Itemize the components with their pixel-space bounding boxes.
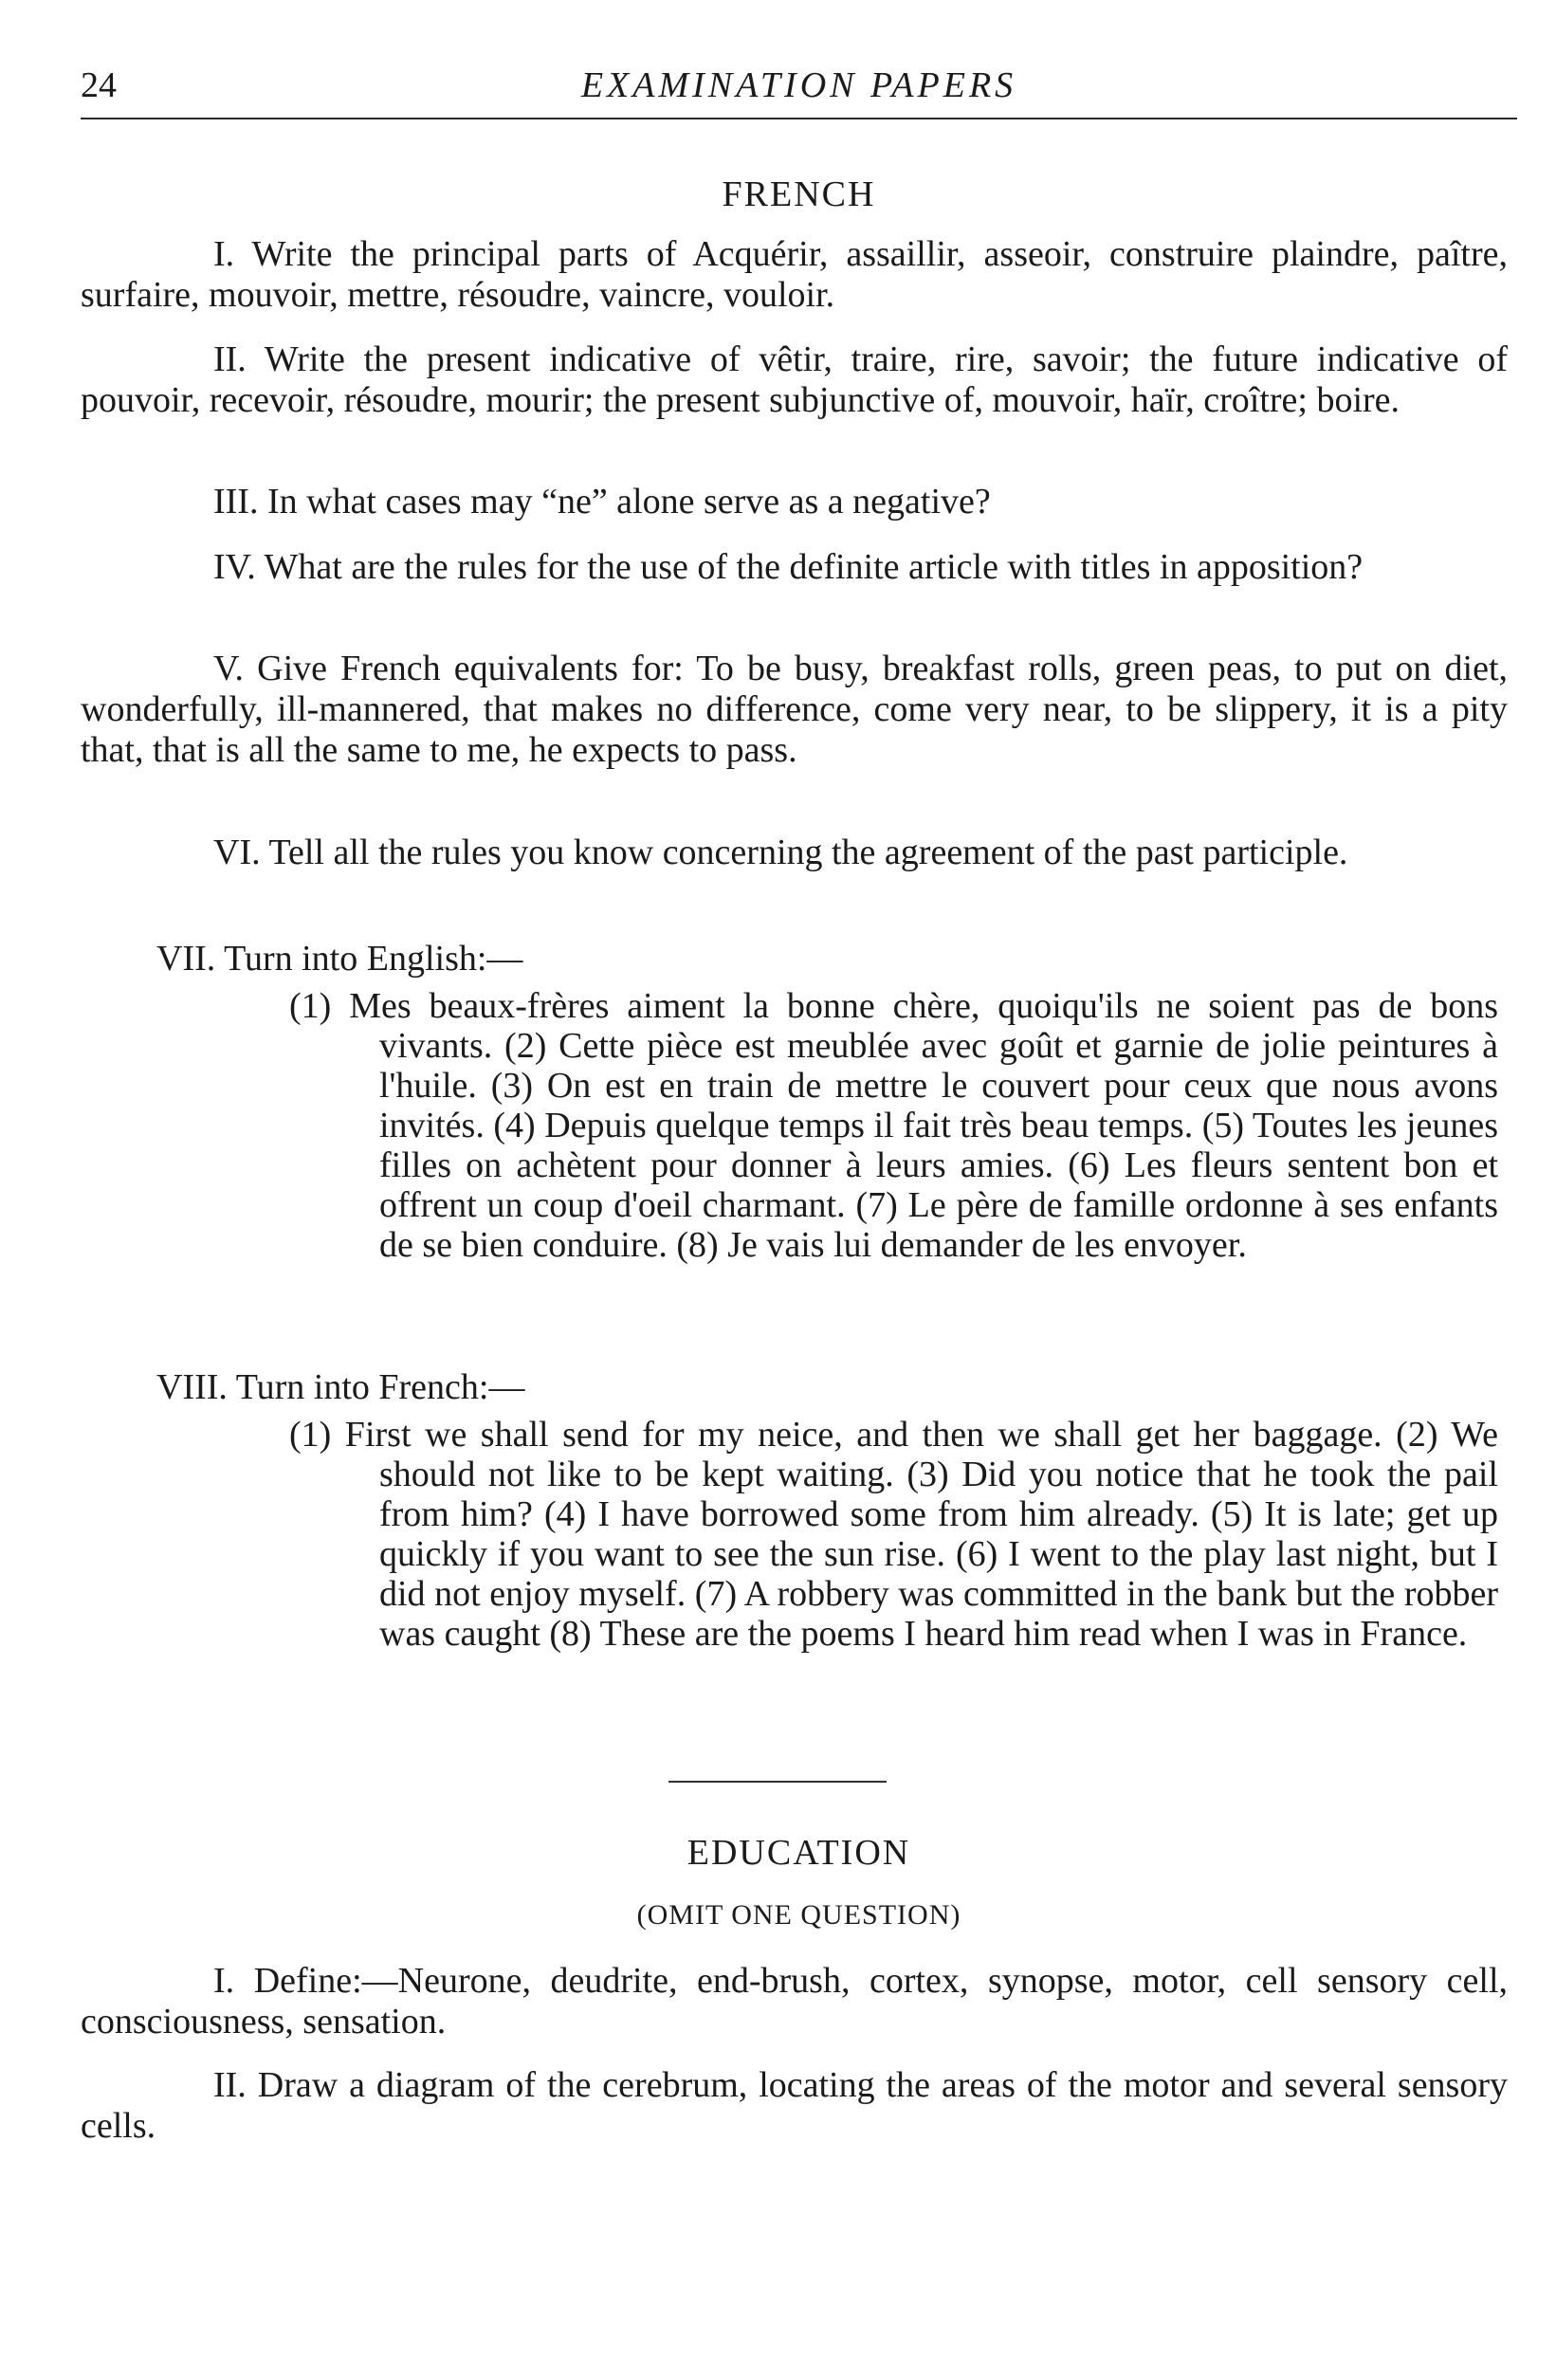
question-number: III. [213,482,259,522]
question-text: What are the rules for the use of the definite article with titles in apposition? [264,547,1364,587]
french-question-3 [81,482,1508,522]
french-question-7-heading [156,939,522,979]
running-title: EXAMINATION PAPERS [580,65,1017,105]
french-question-8-passage: (1) First we shall send for my neice, and then we shall get her baggage. (2) We should not like to be kept waiting. (3) Did you notice that he took the pail from him? (4) I have borrowed some from him already. (5) It is late; get up quickly if you want to see the sun rise. (6) I went to the play last night, but I did not enjoy myself. (7) A robbery was committed in the bank but the robber was caught (8) These are the poems I heard him read when I was in France. [289,1415,1498,1654]
french-question-8-heading [156,1367,524,1408]
question-text: Write the present indicative of vêtir, traire, rire, savoir; the future indicative of pouvoir, recevoir, résoudre, mourir; the present subjunctive of, mouvoir, haïr, croître; boire. [81,339,1508,420]
question-text: Give French equivalents for: To be busy, breakfast rolls, green peas, to put on diet, wonderfully, ill-mannered, that makes no difference, come very near, to be slippery, it is a pity that, that is all the same to me, he expects to pass. [81,649,1509,770]
question-text: In what cases may “ne” alone serve as a negative? [266,482,991,522]
french-question-4 [81,547,1508,588]
question-number: V. [213,649,245,688]
french-question-6 [81,833,1508,873]
question-number: VI. [213,833,261,872]
education-question-2 [81,2065,1508,2147]
french-question-2 [81,339,1508,421]
question-heading-text: Turn into English:— [224,939,523,979]
question-text: Define:—Neurone, deudrite, end-brush, cortex, synopse, motor, cell sensory cell, consciousness, sensation. [81,1961,1509,2041]
question-number: VII. [156,939,216,979]
french-question-7-passage: (1) Mes beaux-frères aiment la bonne chère, quoiqu'ils ne soient pas de bons vivants. (2) Cette pièce est meublée avec goût et garnie de jolie peintures à l'huile. (3) On est en train de mettre le couvert pour ceux que nous avons invités. (4) Depuis quelque temps il fait très beau temps. (5) Toutes les jeunes filles on achètent pour donner à leurs amies. (6) Les fleurs sentent bon et offrent un coup d'oeil charmant. (7) Le père de famille ordonne à ses enfants de se bien conduire. (8) Je vais lui demander de les envoyer. [289,986,1498,1265]
question-text: Draw a diagram of the cerebrum, locating the areas of the motor and several sensory cells. [81,2065,1509,2146]
section-divider [668,1781,887,1783]
education-question-1 [81,1961,1508,2042]
question-number: IV. [213,547,256,587]
question-text: Write the principal parts of Acquérir, assaillir, asseoir, construire plaindre, paître, surfaire, mouvoir, mettre, résoudre, vaincre, vouloir. [81,234,1508,315]
question-number: I. [213,1961,235,2001]
section-title-french: FRENCH [722,174,876,214]
page-number: 24 [81,65,117,105]
section-title-education: EDUCATION [686,1833,911,1873]
header-rule [81,118,1517,119]
question-number: II. [213,2065,247,2105]
question-number: VIII. [156,1367,228,1407]
running-head [81,63,1517,119]
question-number: I. [213,234,235,274]
question-heading-text: Turn into French:— [235,1367,525,1407]
french-question-1 [81,234,1508,316]
question-number: II. [213,339,247,379]
question-text: Tell all the rules you know concerning the agreement of the past participle. [268,833,1348,872]
french-question-5 [81,649,1508,771]
education-subtitle: (OMIT ONE QUESTION) [636,1899,961,1931]
